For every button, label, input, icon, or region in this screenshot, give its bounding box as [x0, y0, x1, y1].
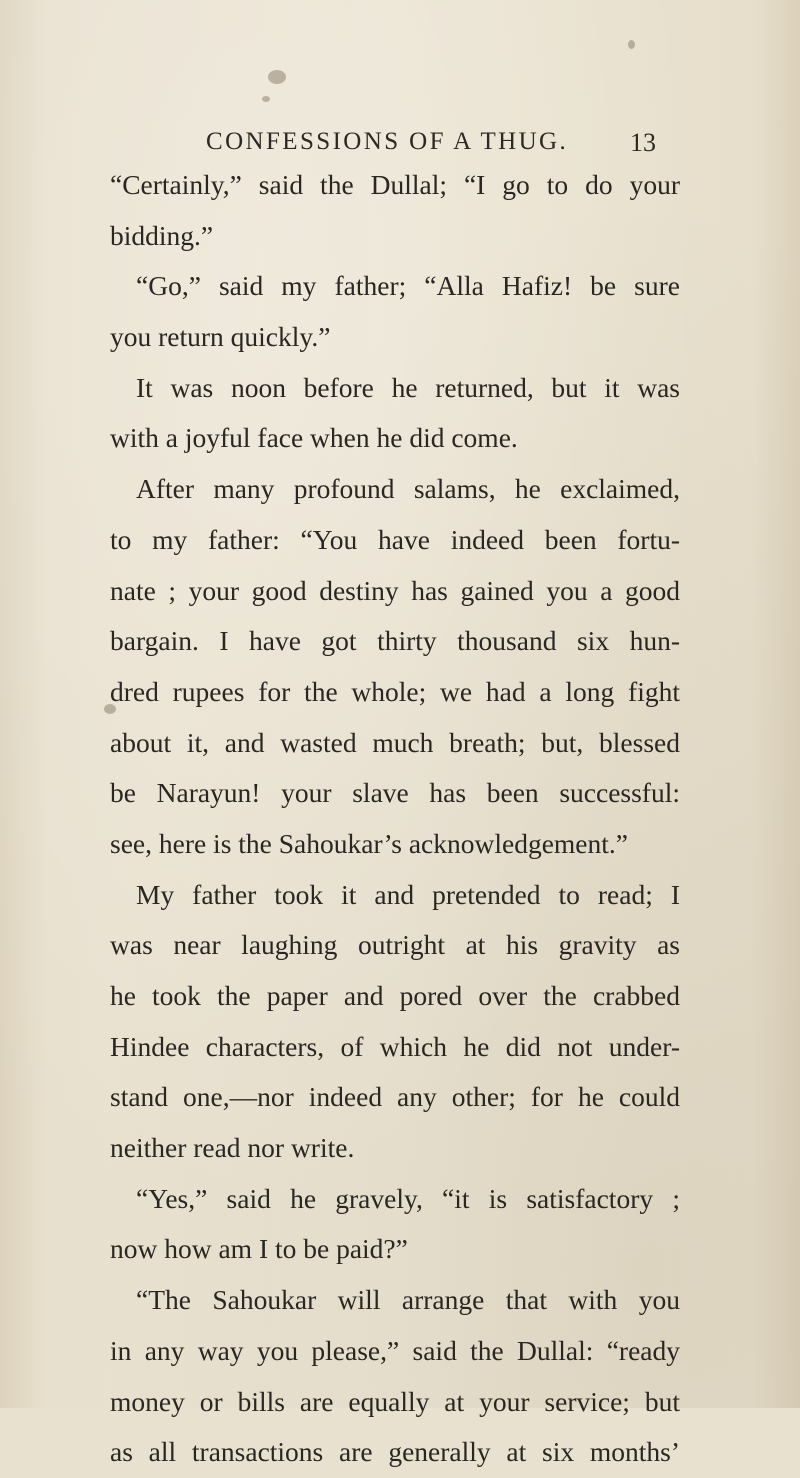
- text-line: now how am I to be paid?”: [110, 1233, 408, 1265]
- text-line: “The Sahoukar will arrange that with you: [136, 1284, 680, 1316]
- text-line: dred rupees for the whole; we had a long fight: [110, 675, 680, 707]
- text-line: was near laughing outright at his gravity as: [110, 929, 680, 961]
- text-line: stand one,—nor indeed any other; for he could: [110, 1081, 680, 1113]
- body-text: [110, 160, 680, 1478]
- paper-stain: [628, 40, 635, 49]
- text-line: be Narayun! your slave has been successful:: [110, 777, 680, 809]
- text-line: to my father: “You have indeed been fortu-: [110, 523, 680, 555]
- text-line: neither read nor write.: [110, 1132, 355, 1164]
- text-line: “Yes,” said he gravely, “it is satisfactory ;: [136, 1182, 680, 1214]
- text-line: with a joyful face when he did come.: [110, 422, 518, 454]
- text-line: see, here is the Sahoukar’s acknowledgement.”: [110, 827, 628, 859]
- text-line: as all transactions are generally at six months’: [110, 1436, 680, 1468]
- paper-stain: [268, 70, 286, 84]
- text-line: “Go,” said my father; “Alla Hafiz! be sure: [136, 270, 680, 302]
- running-title: CONFESSIONS OF A THUG.: [206, 128, 569, 155]
- text-line: about it, and wasted much breath; but, blessed: [110, 726, 680, 758]
- text-line: It was noon before he returned, but it was: [136, 371, 680, 403]
- text-line: My father took it and pretended to read; I: [136, 878, 680, 910]
- text-line: you return quickly.”: [110, 321, 331, 353]
- text-line: After many profound salams, he exclaimed,: [136, 473, 680, 505]
- text-line: nate ; your good destiny has gained you a good: [110, 574, 680, 606]
- page-number: 13: [630, 128, 656, 157]
- text-line: Hindee characters, of which he did not under-: [110, 1030, 680, 1062]
- text-line: bidding.”: [110, 219, 214, 251]
- text-line: money or bills are equally at your service; but: [110, 1385, 680, 1417]
- paper-stain: [262, 96, 270, 102]
- text-line: “Certainly,” said the Dullal; “I go to do your: [110, 169, 680, 200]
- text-line: in any way you please,” said the Dullal: “ready: [110, 1334, 680, 1366]
- text-line: bargain. I have got thirty thousand six hun-: [110, 625, 680, 657]
- text-line: he took the paper and pored over the crabbed: [110, 980, 680, 1011]
